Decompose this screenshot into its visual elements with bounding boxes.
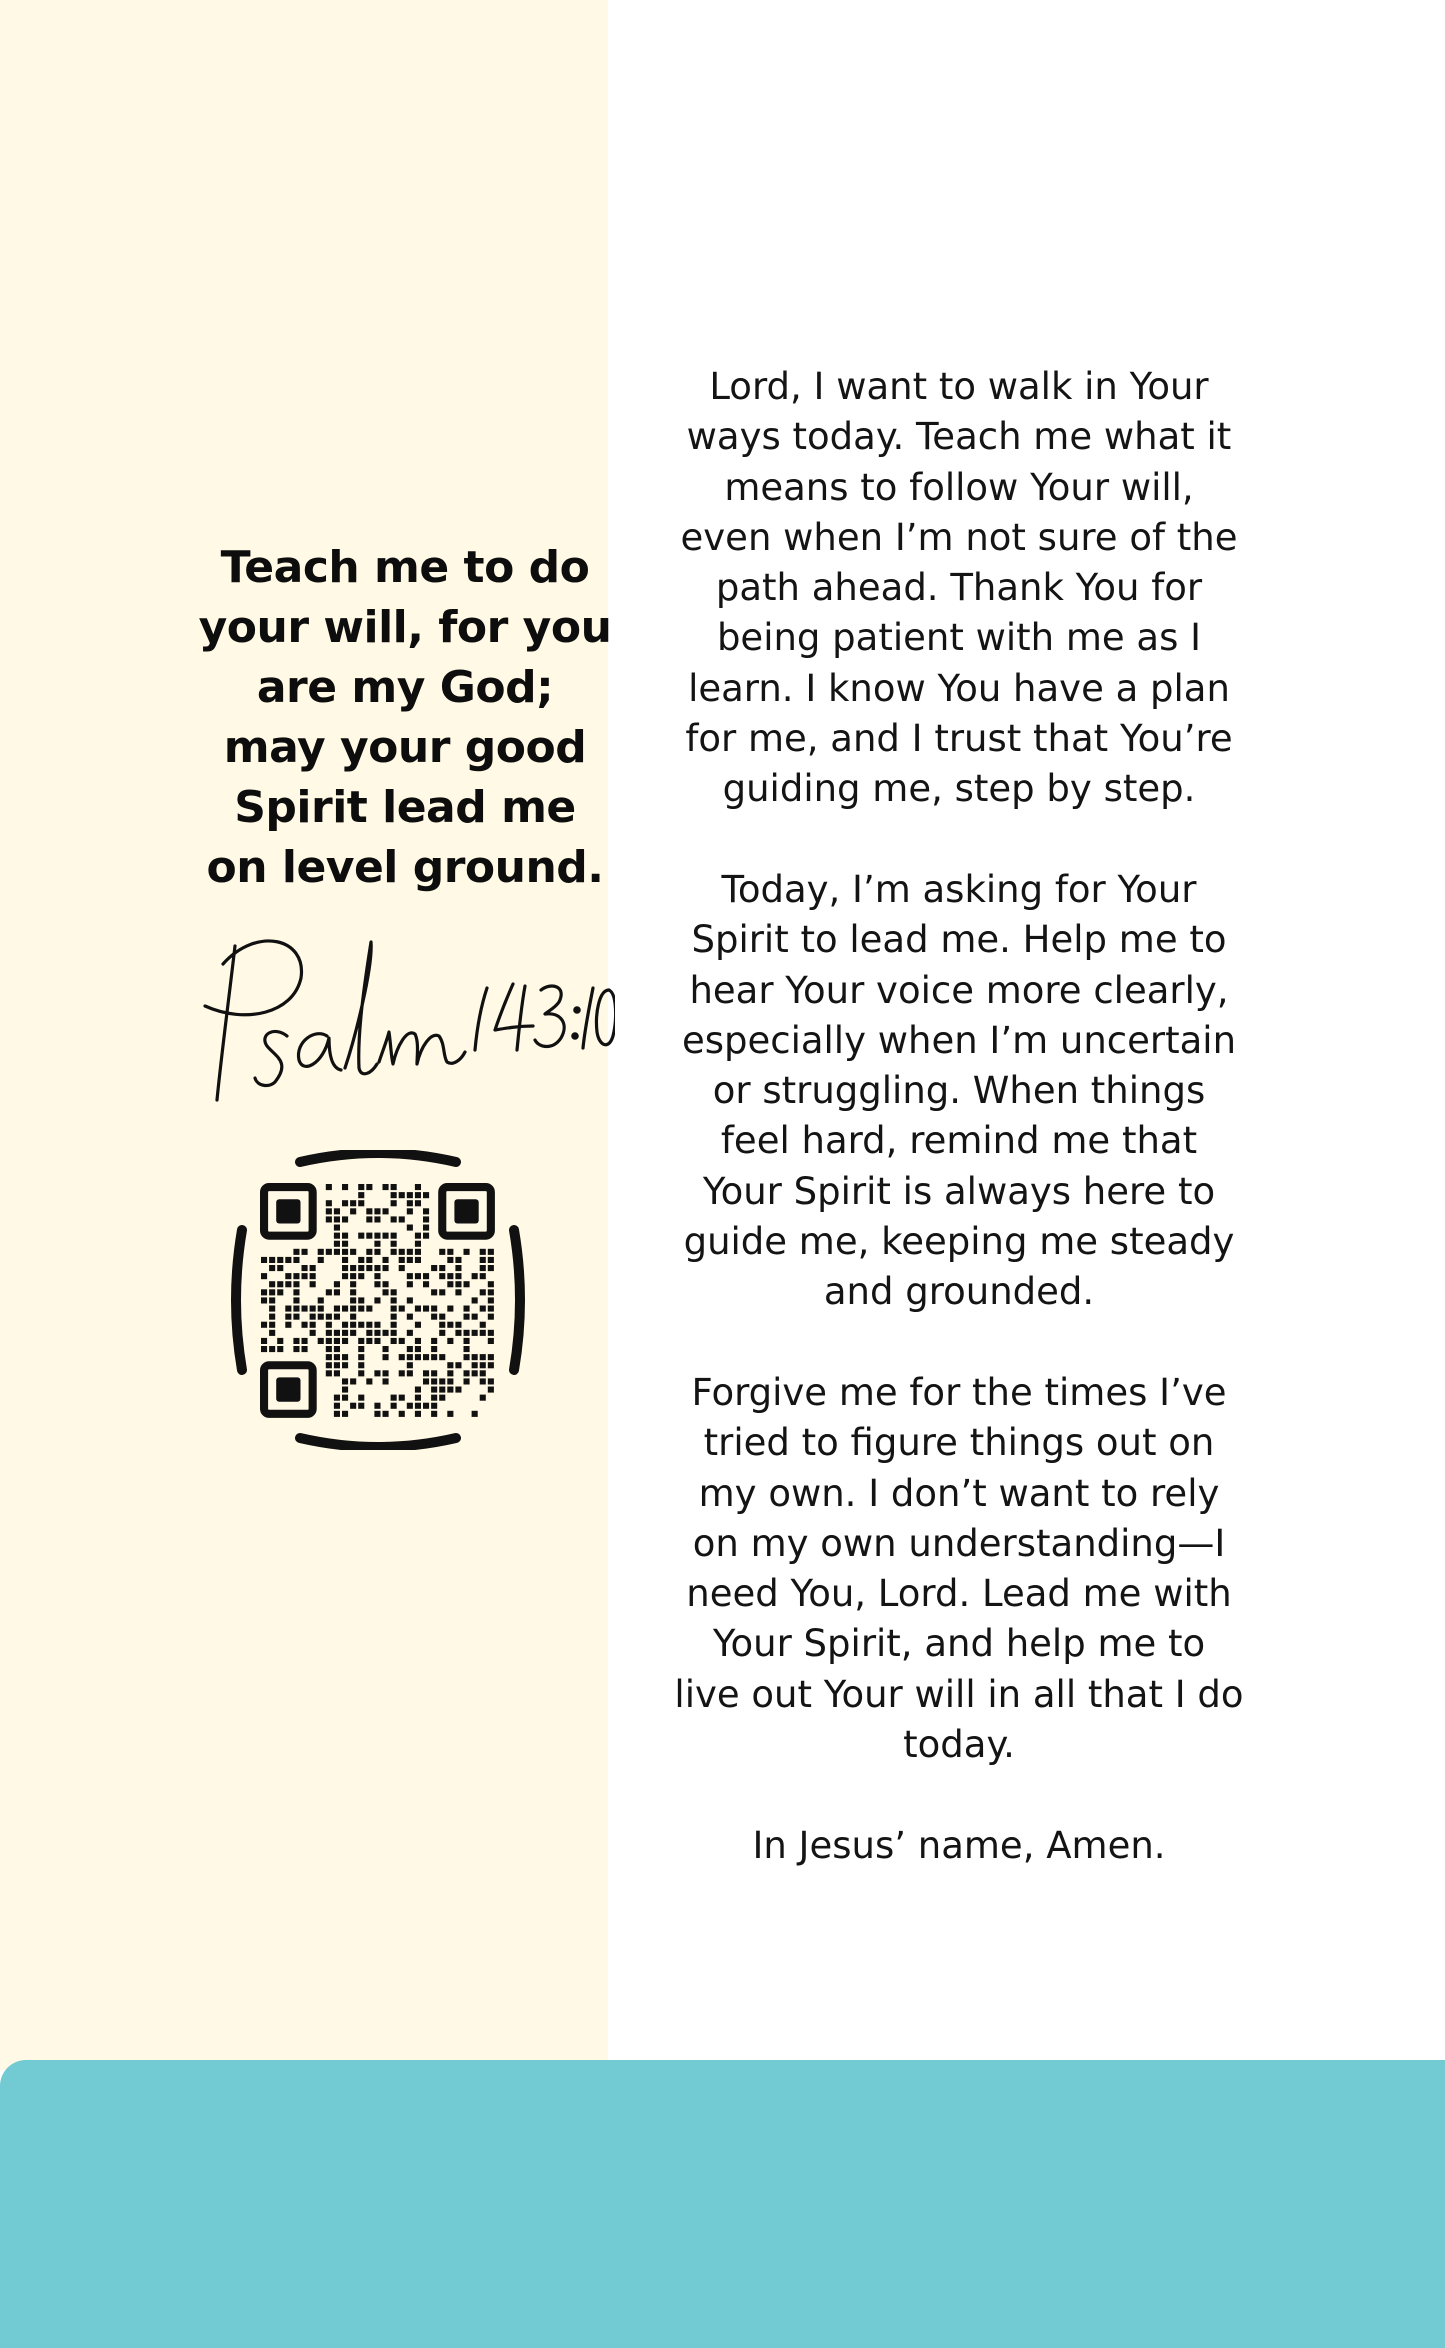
prayer-line: means to follow Your will, <box>724 465 1194 509</box>
prayer-line: on my own understanding—I <box>692 1521 1226 1565</box>
prayer-line: or struggling. When things <box>712 1069 1206 1113</box>
prayer-line: learn. I know You have a plan <box>688 666 1230 710</box>
prayer-line: Your Spirit is always here to <box>702 1169 1216 1213</box>
prayer-paragraph <box>650 1368 1268 1770</box>
verse-line: Teach me to do <box>220 542 590 593</box>
prayer-text <box>650 362 1268 1871</box>
verse-line: are my God; <box>256 662 554 713</box>
prayer-line: guide me, keeping me steady <box>683 1220 1235 1264</box>
prayer-line: need You, Lord. Lead me with <box>686 1572 1232 1616</box>
qr-code-icon[interactable] <box>230 1150 526 1450</box>
prayer-line: In Jesus’ name, Amen. <box>752 1823 1166 1867</box>
prayer-line: being patient with me as I <box>716 616 1202 660</box>
prayer-line: ways today. Teach me what it <box>686 415 1232 459</box>
prayer-line: feel hard, remind me that <box>720 1119 1198 1163</box>
verse-text <box>140 538 670 898</box>
prayer-line: even when I’m not sure of the <box>680 515 1238 559</box>
prayer-line: today. <box>903 1723 1015 1767</box>
verse-reference <box>195 928 615 1108</box>
verse-line: on level ground. <box>206 842 604 893</box>
verse-line: your will, for you <box>198 602 612 653</box>
prayer-line: Today, I’m asking for Your <box>721 867 1197 911</box>
prayer-line: my own. I don’t want to rely <box>698 1471 1220 1515</box>
left-panel <box>0 0 612 2070</box>
prayer-closing <box>650 1821 1268 1871</box>
prayer-line: Lord, I want to walk in Your <box>709 365 1209 408</box>
prayer-line: for me, and I trust that You’re <box>685 717 1233 761</box>
prayer-line: Your Spirit, and help me to <box>712 1622 1206 1666</box>
prayer-line: hear Your voice more clearly, <box>689 968 1229 1012</box>
prayer-paragraph <box>650 865 1268 1318</box>
prayer-line: tried to figure things out on <box>703 1421 1215 1465</box>
prayer-line: especially when I’m uncertain <box>681 1018 1237 1062</box>
verse-line: Spirit lead me <box>234 782 576 833</box>
prayer-line: and grounded. <box>823 1270 1095 1314</box>
prayer-paragraph <box>650 362 1268 815</box>
prayer-line: live out Your will in all that I do <box>674 1672 1244 1716</box>
prayer-line: path ahead. Thank You for <box>715 566 1203 610</box>
prayer-line: Forgive me for the times I’ve <box>691 1370 1227 1414</box>
footer-band <box>0 2060 1445 2348</box>
verse-line: may your good <box>223 722 587 773</box>
prayer-line: guiding me, step by step. <box>722 767 1196 811</box>
prayer-line: Spirit to lead me. Help me to <box>691 918 1227 962</box>
